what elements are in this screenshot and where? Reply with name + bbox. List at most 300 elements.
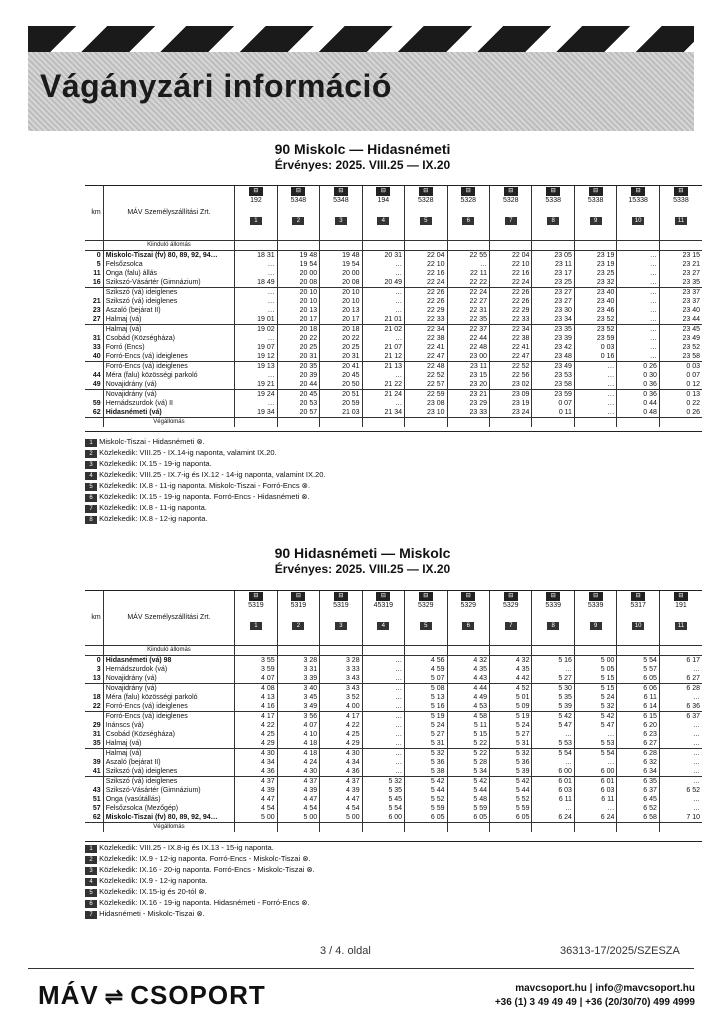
time-cell: 6 36 — [659, 702, 702, 712]
table-row — [85, 804, 702, 813]
train-column-header — [235, 186, 277, 241]
time-cell: 22 52 — [405, 371, 447, 380]
table-row — [85, 674, 702, 684]
column-note-marker: 3 — [335, 217, 347, 225]
time-cell: … — [532, 665, 574, 674]
row-km: 21 — [92, 298, 101, 305]
time-cell: 0 07 — [659, 371, 702, 380]
train-column-header — [405, 591, 447, 646]
row-station: Aszaló (bejárat II) — [103, 758, 234, 767]
time-cell: 22 38 — [490, 334, 532, 343]
table-row — [85, 352, 702, 362]
time-cell: 20 13 — [277, 306, 319, 315]
note-marker: 3 — [85, 867, 97, 875]
time-cell: 5 38 — [405, 767, 447, 777]
arrive-cell — [447, 418, 489, 428]
time-cell: 22 04 — [405, 251, 447, 261]
note-item — [85, 864, 315, 875]
time-cell: 20 50 — [320, 380, 362, 390]
time-cell: … — [362, 674, 404, 684]
table-row — [85, 758, 702, 767]
train-icon: ⊟ — [589, 592, 603, 601]
time-cell: 4 34 — [320, 758, 362, 767]
time-cell: 4 37 — [277, 777, 319, 787]
train-icon: ⊟ — [249, 187, 263, 196]
time-cell: 4 17 — [320, 712, 362, 722]
time-cell: … — [617, 343, 659, 352]
depart-cell — [320, 646, 362, 656]
table-row — [85, 656, 702, 666]
train-icon: ⊟ — [334, 187, 348, 196]
time-cell: 22 10 — [490, 260, 532, 269]
time-cell: 4 49 — [447, 693, 489, 702]
time-cell: 20 17 — [320, 315, 362, 325]
time-cell: 23 00 — [447, 352, 489, 362]
row-km: 22 — [92, 703, 101, 710]
train-column-header — [405, 186, 447, 241]
time-cell: 6 28 — [659, 684, 702, 694]
time-cell: 22 29 — [490, 306, 532, 315]
row-station: Szikszó (vá) ideiglenes — [103, 777, 234, 787]
time-cell: 3 33 — [320, 665, 362, 674]
column-note-marker: 10 — [632, 622, 644, 630]
train-number: 5329 — [418, 602, 434, 609]
row-station: Miskolc-Tiszai (fv) 80, 89, 92, 94… — [103, 813, 234, 823]
time-cell: 4 08 — [235, 684, 277, 694]
train-number: 5319 — [333, 602, 349, 609]
section2-notes — [85, 842, 315, 919]
time-cell: … — [235, 260, 277, 269]
time-cell: 5 36 — [405, 758, 447, 767]
row-km: 33 — [92, 344, 101, 351]
time-cell: 5 47 — [574, 721, 616, 730]
time-cell: 23 52 — [659, 343, 702, 352]
time-cell: 5 19 — [405, 712, 447, 722]
time-cell: 4 30 — [320, 749, 362, 759]
row-station: Szikszó (vá) ideiglenes — [103, 297, 234, 306]
depart-label: Kiinduló állomás — [103, 646, 234, 656]
table-row — [85, 297, 702, 306]
time-cell: 4 37 — [235, 777, 277, 787]
time-cell: … — [362, 684, 404, 694]
contact-line-1: mavcsoport.hu | info@mavcsoport.hu — [515, 983, 695, 994]
note-text: Közlekedik: VIII.25 - IX.14-ig naponta, valamint IX.20. — [99, 448, 277, 457]
time-cell: 4 54 — [235, 804, 277, 813]
depart-cell — [617, 241, 659, 251]
time-cell: 22 41 — [490, 343, 532, 352]
time-cell: 5 54 — [532, 749, 574, 759]
depart-cell — [277, 646, 319, 656]
train-number: 192 — [250, 197, 262, 204]
row-km: 40 — [92, 353, 101, 360]
time-cell: 21 07 — [362, 343, 404, 352]
time-cell: 20 45 — [320, 371, 362, 380]
time-cell: 5 42 — [532, 712, 574, 722]
depart-cell — [235, 646, 277, 656]
time-cell: 4 47 — [235, 795, 277, 804]
time-cell: 22 24 — [490, 278, 532, 288]
time-cell: 22 48 — [405, 362, 447, 372]
train-column-header — [490, 186, 532, 241]
column-note-marker: 4 — [377, 622, 389, 630]
time-cell: 23 46 — [574, 306, 616, 315]
time-cell: 23 42 — [532, 343, 574, 352]
time-cell: 5 16 — [532, 656, 574, 666]
note-marker: 5 — [85, 889, 97, 897]
row-km: 39 — [92, 759, 101, 766]
time-cell: 5 45 — [362, 795, 404, 804]
time-cell: 22 55 — [447, 251, 489, 261]
time-cell: 5 15 — [447, 730, 489, 739]
row-km: 35 — [92, 740, 101, 747]
time-cell: 23 40 — [574, 297, 616, 306]
time-cell: 19 54 — [277, 260, 319, 269]
note-text: Közlekedik: IX.9 - 12-ig naponta. — [99, 876, 208, 885]
time-cell: … — [362, 758, 404, 767]
time-cell: 22 52 — [490, 362, 532, 372]
train-column-header — [362, 186, 404, 241]
header-stripes — [28, 26, 694, 52]
row-station: Méra (falu) közösségi parkoló — [103, 693, 234, 702]
note-marker: 5 — [85, 483, 97, 491]
arrive-cell — [362, 823, 404, 833]
time-cell: … — [617, 352, 659, 362]
train-column-header — [659, 591, 702, 646]
time-cell: … — [574, 371, 616, 380]
time-cell: 5 32 — [405, 749, 447, 759]
note-item — [85, 502, 325, 513]
time-cell: 5 31 — [490, 739, 532, 749]
section2-validity: Érvényes: 2025. VIII.25 — IX.20 — [274, 562, 451, 576]
section1-notes — [85, 436, 325, 524]
time-cell: 4 32 — [447, 656, 489, 666]
time-cell: 23 29 — [447, 399, 489, 408]
time-cell: 0 26 — [617, 362, 659, 372]
time-cell: 5 47 — [532, 721, 574, 730]
time-cell: … — [574, 758, 616, 767]
section2-timetable — [85, 591, 702, 832]
column-note-marker: 5 — [420, 622, 432, 630]
time-cell: 6 37 — [659, 712, 702, 722]
arrive-cell — [532, 418, 574, 428]
time-cell: … — [362, 693, 404, 702]
time-cell: 23 35 — [659, 278, 702, 288]
train-column-header — [277, 186, 319, 241]
arrive-cell — [235, 418, 277, 428]
time-cell: 6 11 — [574, 795, 616, 804]
note-item — [85, 875, 315, 886]
time-cell: 22 26 — [490, 288, 532, 298]
train-icon: ⊟ — [461, 187, 475, 196]
logo-left-text: MÁV — [38, 980, 99, 1010]
time-cell: 5 44 — [405, 786, 447, 795]
time-cell: 22 35 — [447, 315, 489, 325]
train-icon: ⊟ — [674, 187, 688, 196]
row-station: Hernádszurdok (vá) — [103, 665, 234, 674]
time-cell: 20 17 — [277, 315, 319, 325]
train-number: 5328 — [460, 197, 477, 204]
row-km: 13 — [92, 675, 101, 682]
time-cell: 6 27 — [617, 739, 659, 749]
time-cell: 6 20 — [617, 721, 659, 730]
note-marker: 6 — [85, 494, 97, 502]
contact-info — [495, 982, 695, 1010]
table-row — [85, 315, 702, 325]
note-item — [85, 480, 325, 491]
time-cell: 5 01 — [490, 693, 532, 702]
note-item — [85, 886, 315, 897]
time-cell: 5 53 — [574, 739, 616, 749]
row-station: Hidasnémeti (vá) 98 — [103, 656, 234, 666]
note-text: Közlekedik: IX.8 - 12-ig naponta. — [99, 514, 208, 523]
time-cell: 0 16 — [574, 352, 616, 362]
time-cell: 23 25 — [574, 269, 616, 278]
row-station: Méra (falu) közösségi parkoló — [103, 371, 234, 380]
row-km: 5 — [96, 261, 101, 268]
time-cell: 23 33 — [447, 408, 489, 418]
time-cell: 5 24 — [574, 693, 616, 702]
table-row — [85, 325, 702, 335]
note-text: Közlekedik: IX.9 - 12-ig naponta. Forró-Encs - Miskolc-Tiszai ⊗. — [99, 854, 311, 863]
table-row — [85, 288, 702, 298]
time-cell: 23 48 — [532, 352, 574, 362]
time-cell: 5 16 — [405, 702, 447, 712]
time-cell: 23 27 — [532, 297, 574, 306]
time-cell: 23 49 — [659, 334, 702, 343]
depart-cell — [447, 646, 489, 656]
time-cell: 0 26 — [659, 408, 702, 418]
time-cell: … — [617, 297, 659, 306]
row-station: Forró-Encs (vá) ideiglenes — [103, 352, 234, 362]
time-cell: 23 09 — [490, 390, 532, 400]
note-text: Közlekedik: IX.15 - 19-ig naponta. — [99, 459, 212, 468]
time-cell: 3 43 — [320, 674, 362, 684]
time-cell: 22 57 — [405, 380, 447, 390]
note-marker: 2 — [85, 450, 97, 458]
section1-title: 90 Miskolc — Hidasnémeti — [274, 141, 451, 157]
time-cell: 5 27 — [532, 674, 574, 684]
time-cell: 4 47 — [320, 795, 362, 804]
time-cell: 6 35 — [617, 777, 659, 787]
train-number: 5348 — [333, 197, 349, 204]
row-km: 0 — [85, 656, 103, 666]
note-text: Közlekedik: IX.16 - 19-ig naponta. Hidasnémeti - Forró-Encs ⊗. — [99, 898, 310, 907]
time-cell: 4 56 — [405, 656, 447, 666]
note-marker: 7 — [85, 911, 97, 919]
time-cell: 19 12 — [235, 352, 277, 362]
note-text: Közlekedik: IX.16 - 20-ig naponta. Forró-Encs - Miskolc-Tiszai ⊗. — [99, 865, 315, 874]
row-km — [85, 749, 103, 759]
table-row — [85, 390, 702, 400]
train-icon: ⊟ — [504, 187, 518, 196]
time-cell: 20 08 — [320, 278, 362, 288]
time-cell: … — [617, 306, 659, 315]
train-icon: ⊟ — [461, 592, 475, 601]
row-km: 44 — [92, 372, 101, 379]
page-number: 3 / 4. oldal — [320, 945, 371, 957]
note-marker: 1 — [85, 845, 97, 853]
time-cell: 22 04 — [490, 251, 532, 261]
depart-cell — [447, 241, 489, 251]
column-note-marker: 2 — [292, 622, 304, 630]
table-row — [85, 702, 702, 712]
time-cell: 6 24 — [532, 813, 574, 823]
time-cell: 22 22 — [447, 278, 489, 288]
time-cell: 5 54 — [362, 804, 404, 813]
time-cell: 4 54 — [277, 804, 319, 813]
time-cell: … — [617, 251, 659, 261]
row-station: Novajidrány (vá) — [103, 380, 234, 390]
train-column-header — [617, 186, 659, 241]
time-cell: 20 22 — [320, 334, 362, 343]
time-cell: 0 36 — [617, 390, 659, 400]
time-cell: … — [362, 334, 404, 343]
time-cell: 5 52 — [405, 795, 447, 804]
time-cell: 22 56 — [490, 371, 532, 380]
time-cell: 5 05 — [574, 665, 616, 674]
time-cell: 22 38 — [405, 334, 447, 343]
time-cell: 23 27 — [532, 288, 574, 298]
column-note-marker: 1 — [250, 622, 262, 630]
time-cell: 4 39 — [320, 786, 362, 795]
time-cell: 20 10 — [277, 297, 319, 306]
time-cell: 6 05 — [447, 813, 489, 823]
time-cell: … — [235, 288, 277, 298]
time-cell: 23 17 — [532, 269, 574, 278]
train-column-header — [574, 591, 616, 646]
time-cell: 22 11 — [447, 269, 489, 278]
time-cell: 20 44 — [277, 380, 319, 390]
time-cell: 20 18 — [277, 325, 319, 335]
depart-cell — [574, 646, 616, 656]
column-note-marker: 11 — [675, 217, 687, 225]
row-station: Csobád (Községháza) — [103, 334, 234, 343]
time-cell: 5 24 — [490, 721, 532, 730]
table-row — [85, 712, 702, 722]
time-cell: … — [574, 408, 616, 418]
time-cell: 5 15 — [574, 674, 616, 684]
time-cell: 4 37 — [320, 777, 362, 787]
note-item — [85, 447, 325, 458]
table-row — [85, 739, 702, 749]
time-cell: 6 03 — [532, 786, 574, 795]
row-station: Szikszó-Vásártér (Gimnázium) — [103, 786, 234, 795]
time-cell: 4 53 — [447, 702, 489, 712]
train-icon: ⊟ — [631, 187, 645, 196]
row-km: 18 — [92, 694, 101, 701]
time-cell: 19 02 — [235, 325, 277, 335]
page-title: Vágányzári információ — [40, 68, 392, 104]
table-row — [85, 777, 702, 787]
depart-cell — [277, 241, 319, 251]
time-cell: 6 17 — [659, 656, 702, 666]
time-cell: 3 28 — [320, 656, 362, 666]
time-cell: 0 36 — [617, 380, 659, 390]
time-cell: 4 10 — [277, 730, 319, 739]
time-cell: … — [659, 665, 702, 674]
time-cell: 23 58 — [659, 352, 702, 362]
time-cell: 20 45 — [277, 390, 319, 400]
time-cell: … — [617, 269, 659, 278]
depart-cell — [235, 241, 277, 251]
time-cell: 23 11 — [447, 362, 489, 372]
time-cell: 4 00 — [320, 702, 362, 712]
row-station: Szikszó (vá) ideiglenes — [103, 288, 234, 298]
row-km: 23 — [92, 307, 101, 314]
time-cell: 23 20 — [447, 380, 489, 390]
depart-cell — [574, 241, 616, 251]
time-cell: 19 48 — [277, 251, 319, 261]
row-km: 62 — [92, 814, 101, 821]
time-cell: … — [532, 730, 574, 739]
train-number: 5339 — [587, 602, 604, 609]
time-cell: 23 59 — [574, 334, 616, 343]
time-cell: 22 48 — [447, 343, 489, 352]
note-text: Közlekedik: IX.8 - 11-ig naponta. Miskolc-Tiszai - Forró-Encs ⊗. — [99, 481, 311, 490]
table-row — [85, 730, 702, 739]
table-row — [85, 371, 702, 380]
train-column-header — [235, 591, 277, 646]
train-icon: ⊟ — [376, 592, 390, 601]
time-cell: 5 00 — [235, 813, 277, 823]
train-icon: ⊟ — [249, 592, 263, 601]
time-cell: 6 11 — [617, 693, 659, 702]
train-column-header — [362, 591, 404, 646]
row-km: 43 — [92, 787, 101, 794]
row-km — [85, 362, 103, 372]
train-column-header — [532, 186, 574, 241]
time-cell: 19 34 — [235, 408, 277, 418]
note-text: Közlekedik: IX.8 - 11-ig naponta. — [99, 503, 207, 512]
train-column-header — [447, 186, 489, 241]
time-cell: 5 22 — [447, 749, 489, 759]
arrive-cell — [277, 823, 319, 833]
time-cell: 3 45 — [277, 693, 319, 702]
time-cell: 5 59 — [447, 804, 489, 813]
note-item — [85, 469, 325, 480]
time-cell: 23 11 — [532, 260, 574, 269]
time-cell: … — [235, 306, 277, 315]
time-cell: 21 34 — [362, 408, 404, 418]
table-row — [85, 813, 702, 823]
note-item — [85, 897, 315, 908]
time-cell: 4 39 — [277, 786, 319, 795]
time-cell: 4 47 — [277, 795, 319, 804]
time-cell: 22 29 — [405, 306, 447, 315]
time-cell: 20 22 — [277, 334, 319, 343]
time-cell: 3 28 — [277, 656, 319, 666]
column-note-marker: 5 — [420, 217, 432, 225]
time-cell: 5 15 — [574, 684, 616, 694]
time-cell: 6 00 — [362, 813, 404, 823]
train-number: 5319 — [248, 602, 264, 609]
time-cell: 23 44 — [659, 315, 702, 325]
time-cell: 5 42 — [574, 712, 616, 722]
time-cell: 19 21 — [235, 380, 277, 390]
time-cell: … — [362, 399, 404, 408]
depart-cell — [617, 646, 659, 656]
time-cell: 0 07 — [532, 399, 574, 408]
mav-logo — [38, 980, 266, 1011]
note-text: Miskolc-Tiszai - Hidasnémeti ⊗. — [99, 437, 205, 446]
time-cell: 4 24 — [277, 758, 319, 767]
time-cell: 23 40 — [574, 288, 616, 298]
time-cell: 5 42 — [490, 777, 532, 787]
column-note-marker: 9 — [590, 622, 602, 630]
depart-cell — [405, 241, 447, 251]
time-cell: 20 31 — [320, 352, 362, 362]
row-km — [85, 325, 103, 335]
